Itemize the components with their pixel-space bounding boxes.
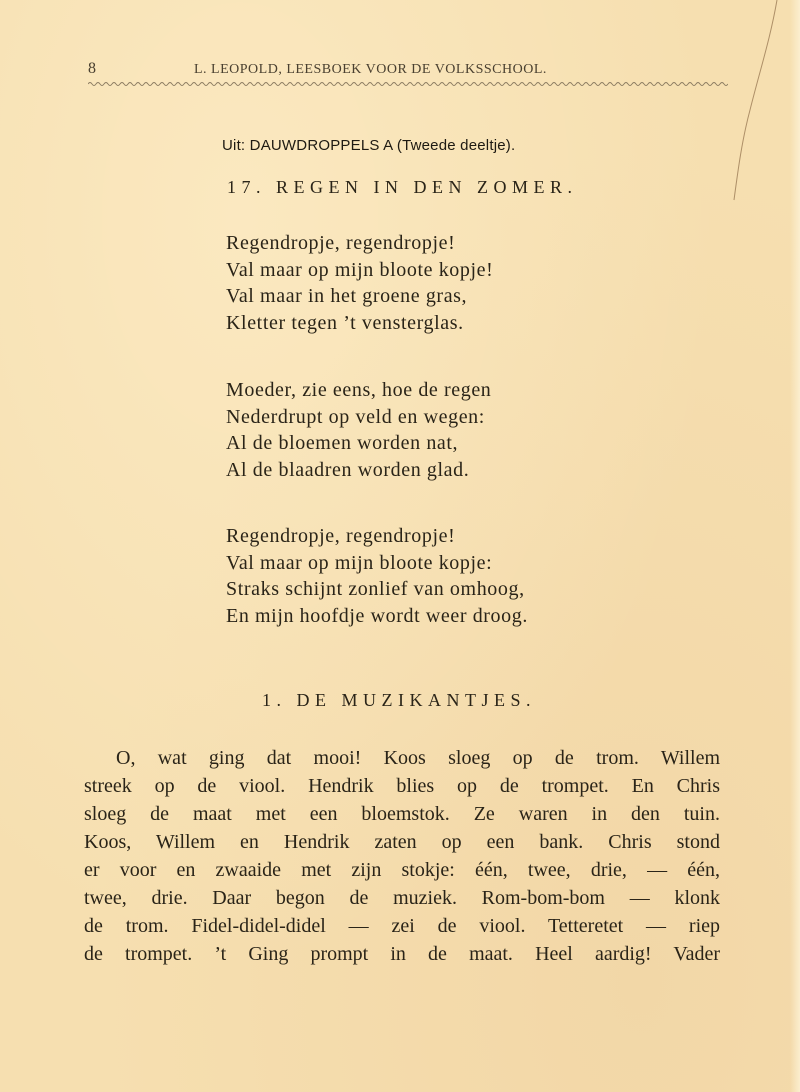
- running-header: [88, 60, 728, 82]
- story-line: streek op de viool. Hendrik blies op de trompet. En Chris: [84, 775, 720, 797]
- poem-line: Val maar op mijn bloote kopje!: [226, 258, 494, 281]
- poem-line: Val maar op mijn bloote kopje:: [226, 551, 493, 574]
- stanza-1: [226, 230, 493, 336]
- running-title: L. LEOPOLD, LEESBOEK VOOR DE VOLKSSCHOOL.: [194, 62, 547, 77]
- poem-title: 17. REGEN IN DEN ZOMER.: [227, 177, 578, 197]
- poem-line: Moeder, zie eens, hoe de regen: [226, 379, 492, 401]
- source-note: Uit: DAUWDROPPELS A (Tweede deeltje).: [222, 137, 516, 154]
- stanza-3: [226, 523, 528, 629]
- poem-line: Al de bloemen worden nat,: [226, 432, 459, 454]
- poem-line: Regendropje, regendropje!: [226, 525, 456, 547]
- story-line: Koos, Willem en Hendrik zaten op een bank. Chris stond: [84, 831, 720, 853]
- page-edge: [790, 0, 800, 1092]
- poem-line: Nederdrupt op veld en wegen:: [226, 405, 485, 428]
- story-line: de trompet. ’t Ging prompt in de maat. Heel aardig! Vader: [84, 943, 720, 965]
- page-number: 8: [88, 60, 97, 77]
- story-line: twee, drie. Daar begon de muziek. Rom-bom-bom — klonk: [84, 887, 720, 909]
- wavy-rule: [88, 80, 728, 88]
- story-text: [84, 744, 720, 968]
- story-line: sloeg de maat met een bloemstok. Ze waren in den tuin.: [84, 803, 720, 825]
- story-line: er voor en zwaaide met zijn stokje: één, twee, drie, — één,: [84, 859, 720, 881]
- poem-line: En mijn hoofdje wordt weer droog.: [226, 604, 528, 627]
- poem-line: Straks schijnt zonlief van omhoog,: [226, 578, 525, 600]
- poem-line: Regendropje, regendropje!: [226, 232, 456, 254]
- poem-line: Val maar in het groene gras,: [226, 285, 468, 307]
- story-line: O, wat ging dat mooi! Koos sloeg op de trom. Willem: [116, 747, 720, 769]
- stanza-2: [226, 377, 491, 483]
- poem-line: Kletter tegen ’t vensterglas.: [226, 311, 464, 334]
- poem-line: Al de blaadren worden glad.: [226, 458, 470, 481]
- story-line: de trom. Fidel-didel-didel — zei de viool. Tetteretet — riep: [84, 915, 720, 937]
- story-title: 1. DE MUZIKANTJES.: [262, 690, 536, 710]
